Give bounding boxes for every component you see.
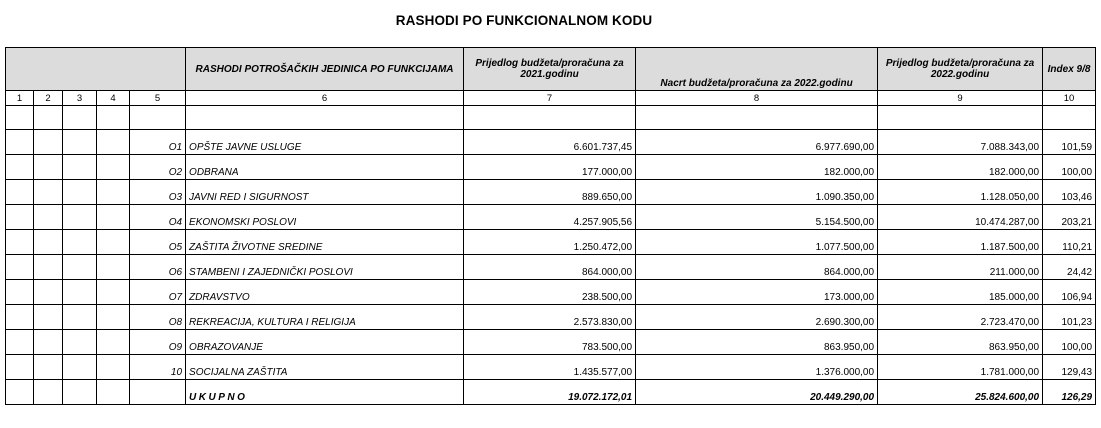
empty-cell [6,180,34,205]
total-2021: 19.072.172,01 [464,380,636,405]
function-name: STAMBENI I ZAJEDNIČKI POSLOVI [186,255,464,280]
empty-cell [34,280,63,305]
index-value: 101,59 [1043,130,1096,155]
empty-cell [97,180,130,205]
column-number: 9 [878,91,1043,106]
index-value: 203,21 [1043,205,1096,230]
function-code: O3 [130,180,186,205]
index-value: 103,46 [1043,180,1096,205]
table-row [6,255,1096,280]
amount-nacrt-2022: 1.376.000,00 [636,355,878,380]
amount-nacrt-2022: 1.090.350,00 [636,180,878,205]
index-value: 110,21 [1043,230,1096,255]
header-col9: Prijedlog budžeta/proračuna za 2022.godinu [878,48,1043,91]
empty-cell [34,355,63,380]
empty-cell [34,130,63,155]
budget-table [5,47,1096,405]
amount-2021: 2.573.830,00 [464,305,636,330]
table-row [6,305,1096,330]
empty-cell [6,255,34,280]
empty-cell [63,305,97,330]
amount-prijedlog-2022: 185.000,00 [878,280,1043,305]
table-row [6,280,1096,305]
index-value: 24,42 [1043,255,1096,280]
amount-prijedlog-2022: 1.781.000,00 [878,355,1043,380]
blank-row [6,106,1096,130]
function-name: OPŠTE JAVNE USLUGE [186,130,464,155]
function-name: JAVNI RED I SIGURNOST [186,180,464,205]
function-name: SOCIJALNA ZAŠTITA [186,355,464,380]
column-number: 6 [186,91,464,106]
empty-cell [97,330,130,355]
empty-cell [97,280,130,305]
table-row [6,180,1096,205]
empty-cell [6,280,34,305]
header-col10: Index 9/8 [1043,48,1096,91]
amount-nacrt-2022: 5.154.500,00 [636,205,878,230]
index-value: 101,23 [1043,305,1096,330]
empty-cell [97,255,130,280]
empty-cell [34,205,63,230]
empty-cell [63,205,97,230]
amount-prijedlog-2022: 7.088.343,00 [878,130,1043,155]
empty-cell [63,380,97,405]
index-value: 106,94 [1043,280,1096,305]
table-row [6,205,1096,230]
amount-prijedlog-2022: 10.474.287,00 [878,205,1043,230]
empty-cell [63,330,97,355]
amount-nacrt-2022: 863.950,00 [636,330,878,355]
index-value: 129,43 [1043,355,1096,380]
empty-cell [63,180,97,205]
empty-cell [63,155,97,180]
empty-cell [97,205,130,230]
table-row [6,355,1096,380]
function-name: ODBRANA [186,155,464,180]
function-code: O6 [130,255,186,280]
amount-nacrt-2022: 182.000,00 [636,155,878,180]
empty-cell [34,330,63,355]
amount-nacrt-2022: 1.077.500,00 [636,230,878,255]
function-code: O1 [130,130,186,155]
amount-2021: 783.500,00 [464,330,636,355]
amount-prijedlog-2022: 863.950,00 [878,330,1043,355]
empty-cell [97,380,130,405]
header-col8: Nacrt budžeta/proračuna za 2022.godinu [636,48,878,91]
empty-cell [34,155,63,180]
column-number: 7 [464,91,636,106]
amount-prijedlog-2022: 2.723.470,00 [878,305,1043,330]
empty-cell [97,230,130,255]
function-code: O2 [130,155,186,180]
function-name: OBRAZOVANJE [186,330,464,355]
header-row [6,48,1096,91]
header-name: RASHODI POTROŠAČKIH JEDINICA PO FUNKCIJAMA [186,48,464,91]
table-row [6,330,1096,355]
empty-cell [97,130,130,155]
empty-cell [6,380,34,405]
total-prijedlog-2022: 25.824.600,00 [878,380,1043,405]
index-value: 100,00 [1043,330,1096,355]
function-code: O8 [130,305,186,330]
empty-cell [6,130,34,155]
column-number: 1 [6,91,34,106]
index-value: 100,00 [1043,155,1096,180]
function-code: 10 [130,355,186,380]
empty-cell [63,355,97,380]
total-nacrt-2022: 20.449.290,00 [636,380,878,405]
header-blank-cell [6,48,186,91]
function-code: O4 [130,205,186,230]
function-name: ZDRAVSTVO [186,280,464,305]
function-code: O7 [130,280,186,305]
column-number: 5 [130,91,186,106]
page-title: RASHODI PO FUNKCIONALNOM KODU [395,13,653,28]
empty-cell [97,355,130,380]
amount-2021: 177.000,00 [464,155,636,180]
empty-cell [34,255,63,280]
empty-cell [97,305,130,330]
amount-2021: 1.250.472,00 [464,230,636,255]
total-label: UKUPNO [186,380,464,405]
function-name: ZAŠTITA ŽIVOTNE SREDINE [186,230,464,255]
empty-cell [6,205,34,230]
column-number: 4 [97,91,130,106]
empty-cell [6,230,34,255]
empty-cell [34,380,63,405]
amount-nacrt-2022: 864.000,00 [636,255,878,280]
amount-prijedlog-2022: 1.187.500,00 [878,230,1043,255]
column-number: 2 [34,91,63,106]
amount-2021: 6.601.737,45 [464,130,636,155]
amount-2021: 4.257.905,56 [464,205,636,230]
amount-nacrt-2022: 6.977.690,00 [636,130,878,155]
empty-cell [63,255,97,280]
column-number: 8 [636,91,878,106]
empty-cell [34,305,63,330]
header-col7: Prijedlog budžeta/proračuna za 2021.godinu [464,48,636,91]
table-row [6,230,1096,255]
amount-2021: 864.000,00 [464,255,636,280]
amount-prijedlog-2022: 1.128.050,00 [878,180,1043,205]
empty-cell [6,355,34,380]
amount-nacrt-2022: 173.000,00 [636,280,878,305]
empty-cell [6,155,34,180]
function-name: EKONOMSKI POSLOVI [186,205,464,230]
amount-prijedlog-2022: 182.000,00 [878,155,1043,180]
table-row [6,155,1096,180]
amount-nacrt-2022: 2.690.300,00 [636,305,878,330]
column-number: 3 [63,91,97,106]
empty-cell [34,230,63,255]
function-code: O9 [130,330,186,355]
column-number: 10 [1043,91,1096,106]
function-name: REKREACIJA, KULTURA I RELIGIJA [186,305,464,330]
empty-cell [63,130,97,155]
total-row [6,380,1096,405]
empty-cell [6,305,34,330]
empty-cell [97,155,130,180]
empty-cell [63,280,97,305]
amount-prijedlog-2022: 211.000,00 [878,255,1043,280]
column-number-row [6,91,1096,106]
amount-2021: 889.650,00 [464,180,636,205]
empty-cell [34,180,63,205]
empty-cell [130,380,186,405]
total-index: 126,29 [1043,380,1096,405]
amount-2021: 238.500,00 [464,280,636,305]
empty-cell [63,230,97,255]
function-code: O5 [130,230,186,255]
amount-2021: 1.435.577,00 [464,355,636,380]
table-row [6,130,1096,155]
empty-cell [6,330,34,355]
